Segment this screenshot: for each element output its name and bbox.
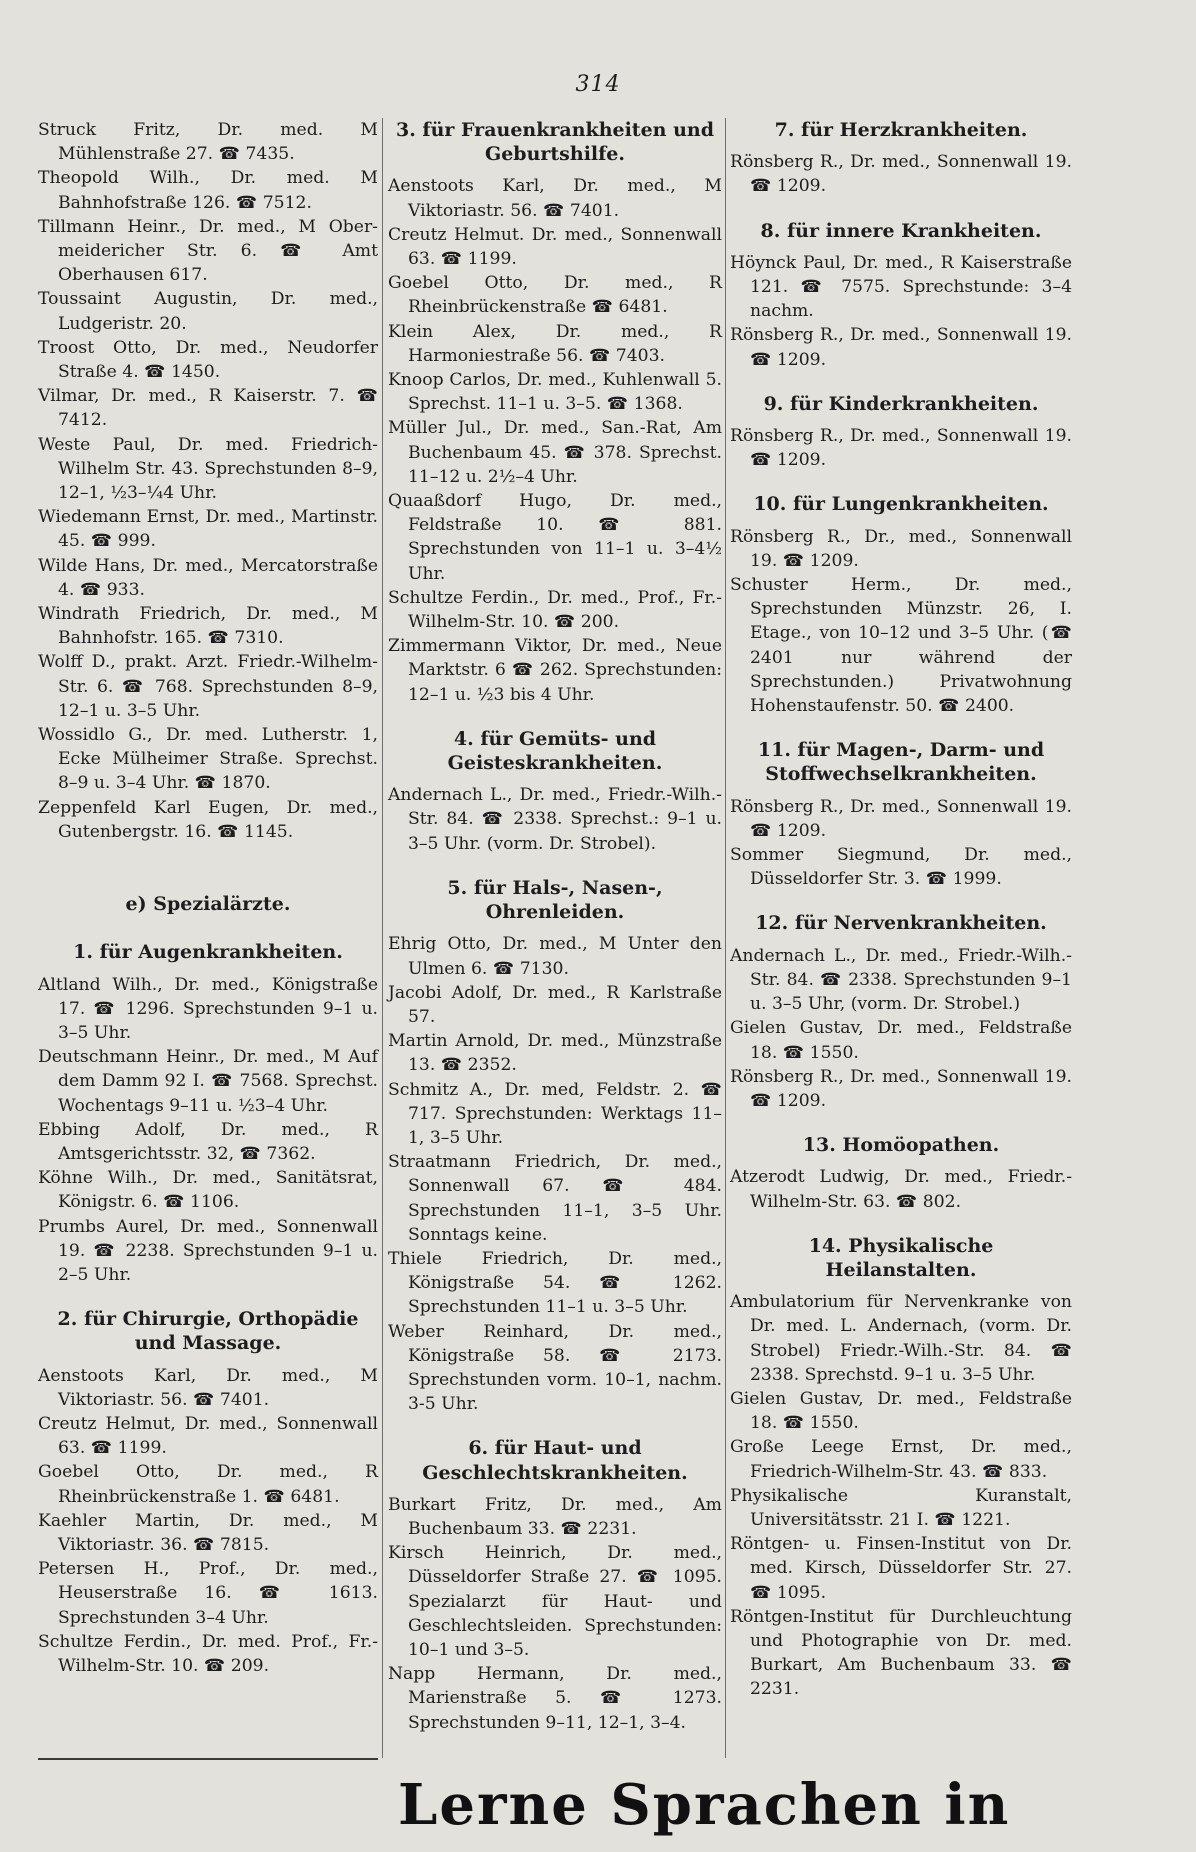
directory-entry: Andernach L., Dr. med., Friedr.-Wilh.-Str. 84. ☎ 2338. Sprechstunden 9–1 u. 3–5 Uhr, (vorm. Dr. Strobel.) [730, 945, 1072, 1015]
directory-entry: Wossidlo G., Dr. med. Lutherstr. 1, Ecke Mülheimer Straße. Sprechst. 8–9 u. 3–4 Uhr. ☎ 1870. [38, 725, 378, 794]
section-heading: 4. für Gemüts- und Geisteskrankheiten. [447, 727, 663, 775]
section-heading: 11. für Magen-, Darm- und Stoffwechselkrankheiten. [757, 739, 1045, 786]
section-heading: 3. für Frauenkrankheiten und Geburtshilfe. [395, 119, 715, 166]
directory-entry: Martin Arnold, Dr. med., Münzstraße 13. ☎ 2352. [388, 1031, 722, 1076]
directory-entry: Zimmermann Viktor, Dr. med., Neue Marktstr. 6 ☎ 262. Sprechstunden: 12–1 u. ½3 bis 4 Uhr. [388, 636, 722, 705]
directory-entry: Altland Wilh., Dr. med., Königstraße 17. ☎ 1296. Sprechstunden 9–1 u. 3–5 Uhr. [38, 974, 378, 1043]
directory-entry: Rönsberg R., Dr. med., Sonnenwall 19. ☎ 1209. [730, 796, 1072, 841]
column-divider-left [382, 118, 383, 1758]
directory-entry: Toussaint Augustin, Dr. med., Ludgeristr. 20. [38, 289, 378, 334]
directory-entry: Goebel Otto, Dr. med., R Rheinbrückenstraße 1. ☎ 6481. [38, 1462, 378, 1507]
directory-entry: Sommer Siegmund, Dr. med., Düsseldorfer Str. 3. ☎ 1999. [730, 845, 1072, 890]
directory-entry: Burkart Fritz, Dr. med., Am Buchenbaum 33. ☎ 2231. [388, 1494, 722, 1539]
section-heading: 8. für innere Krankheiten. [760, 219, 1042, 242]
directory-entry: Petersen H., Prof., Dr. med., Heuserstraße 16. ☎ 1613. Sprechstunden 3–4 Uhr. [38, 1559, 378, 1628]
directory-entry: Physikalische Kuranstalt, Universitätsstr. 21 I. ☎ 1221. [730, 1485, 1072, 1530]
directory-entry: Rönsberg R., Dr. med., Sonnenwall 19. ☎ 1209. [730, 426, 1072, 471]
directory-entry: Schultze Ferdin., Dr. med., Prof., Fr.-Wilhelm-Str. 10. ☎ 200. [388, 587, 722, 633]
directory-entry: Aenstoots Karl, Dr. med., M Viktoriastr. 56. ☎ 7401. [38, 1365, 378, 1410]
entry-list [730, 795, 1072, 892]
middle-column [388, 118, 722, 1735]
directory-entry: Thiele Friedrich, Dr. med., Königstraße 54. ☎ 1262. Sprechstunden 11–1 u. 3–5 Uhr. [388, 1248, 722, 1318]
directory-entry: Goebel Otto, Dr. med., R Rheinbrückenstraße ☎ 6481. [388, 273, 722, 318]
directory-entry: Creutz Helmut. Dr. med., Sonnenwall 63. ☎ 1199. [388, 224, 722, 270]
directory-entry: Röntgen- u. Finsen-Institut von Dr. med. Kirsch, Düsseldorfer Str. 27. ☎ 1095. [730, 1534, 1072, 1603]
directory-entry: Wilde Hans, Dr. med., Mercatorstraße 4. ☎ 933. [38, 555, 378, 600]
directory-entry: Rönsberg R., Dr. med., Sonnenwall 19. ☎ 1209. [730, 1066, 1072, 1111]
directory-entry: Schultze Ferdin., Dr. med. Prof., Fr.-Wilhelm-Str. 10. ☎ 209. [38, 1631, 378, 1676]
entry-list [730, 1290, 1072, 1701]
directory-entry: Tillmann Heinr., Dr. med., M Ober-meidericher Str. 6. ☎ Amt Oberhausen 617. [38, 216, 378, 286]
section-heading: 10. für Lungenkrankheiten. [753, 493, 1049, 516]
directory-entry: Gielen Gustav, Dr. med., Feldstraße 18. ☎ 1550. [730, 1388, 1072, 1434]
directory-entry: Troost Otto, Dr. med., Neudorfer Straße 4. ☎ 1450. [38, 337, 378, 383]
directory-entry: Köhne Wilh., Dr. med., Sanitätsrat, Königstr. 6. ☎ 1106. [38, 1168, 378, 1213]
column-end-rule [38, 1758, 378, 1760]
column-divider-right [725, 118, 726, 1758]
directory-entry: Theopold Wilh., Dr. med. M Bahnhofstraße 126. ☎ 7512. [38, 168, 378, 213]
directory-entry: Struck Fritz, Dr. med. M Mühlenstraße 27. ☎ 7435. [38, 120, 378, 165]
section-heading: 12. für Nervenkrankheiten. [755, 912, 1047, 935]
directory-entry: Klein Alex, Dr. med., R Harmoniestraße 56. ☎ 7403. [388, 321, 722, 366]
directory-entry: Wolff D., prakt. Arzt. Friedr.-Wilhelm-Str. 6. ☎ 768. Sprechstunden 8–9, 12–1 u. 3–5 Uhr. [38, 652, 378, 721]
directory-entry: Napp Hermann, Dr. med., Marienstraße 5. ☎ 1273. Sprechstunden 9–11, 12–1, 3–4. [388, 1664, 722, 1733]
directory-entry: Rönsberg R., Dr., med., Sonnenwall 19. ☎ 1209. [730, 526, 1072, 571]
entry-list [730, 424, 1072, 472]
entry-list [730, 251, 1072, 372]
directory-entry: Kirsch Heinrich, Dr. med., Düsseldorfer Straße 27. ☎ 1095. Spezialarzt für Haut- und Geschlechtsleiden. Sprechstunden: 10–1 und 3–5. [388, 1543, 722, 1660]
directory-entry: Weste Paul, Dr. med. Friedrich-Wilhelm Str. 43. Sprechstunden 8–9, 12–1, ½3–¼4 Uhr. [38, 434, 378, 504]
entry-list [38, 118, 378, 844]
entry-list [730, 1165, 1072, 1213]
directory-entry: Große Leege Ernst, Dr. med., Friedrich-Wilhelm-Str. 43. ☎ 833. [730, 1437, 1072, 1482]
directory-entry: Schuster Herm., Dr. med., Sprechstunden Münzstr. 26, I. Etage., von 10–12 und 3–5 Uhr. (☎ 2401 nur während der Sprechstunden.) Privatwohnung Hohenstaufenstr. 50. ☎ 2400. [730, 575, 1072, 717]
section-heading: 2. für Chirurgie, Orthopädie und Massage. [57, 1308, 359, 1355]
directory-entry: Vilmar, Dr. med., R Kaiserstr. 7. ☎ 7412. [38, 386, 378, 431]
section-title: e) Spezialärzte. [125, 893, 291, 916]
section-heading: 14. Physikalische Heilanstalten. [808, 1234, 994, 1281]
section-heading: 9. für Kinderkrankheiten. [763, 392, 1039, 415]
directory-entry: Zeppenfeld Karl Eugen, Dr. med., Gutenbergstr. 16. ☎ 1145. [38, 797, 378, 842]
entry-list [730, 150, 1072, 198]
directory-entry: Müller Jul., Dr. med., San.-Rat, Am Buchenbaum 45. ☎ 378. Sprechst. 11–12 u. 2½–4 Uhr. [388, 418, 722, 487]
directory-entry: Prumbs Aurel, Dr. med., Sonnenwall 19. ☎ 2238. Sprechstunden 9–1 u. 2–5 Uhr. [38, 1216, 378, 1285]
directory-entry: Rönsberg R., Dr. med., Sonnenwall 19. ☎ 1209. [730, 325, 1072, 370]
section-heading: 5. für Hals-, Nasen-, Ohrenleiden. [447, 876, 663, 924]
directory-entry: Jacobi Adolf, Dr. med., R Karlstraße 57. [388, 982, 722, 1027]
section-heading: 7. für Herzkrankheiten. [774, 119, 1028, 141]
directory-entry: Gielen Gustav, Dr. med., Feldstraße 18. ☎ 1550. [730, 1018, 1072, 1063]
directory-entry: Windrath Friedrich, Dr. med., M Bahnhofstr. 165. ☎ 7310. [38, 604, 378, 649]
left-column [38, 118, 378, 1678]
directory-entry: Rönsberg R., Dr. med., Sonnenwall 19. ☎ 1209. [730, 152, 1072, 197]
directory-entry: Quaaßdorf Hugo, Dr. med., Feldstraße 10. ☎ 881. Sprechstunden von 11–1 u. 3–4½ Uhr. [388, 491, 722, 584]
directory-entry: Deutschmann Heinr., Dr. med., M Auf dem Damm 92 I. ☎ 7568. Sprechst. Wochentags 9–11 u. ½3–4 Uhr. [38, 1047, 378, 1116]
section-heading: 1. für Augenkrankheiten. [73, 941, 343, 964]
entry-list [730, 944, 1072, 1113]
directory-entry: Schmitz A., Dr. med, Feldstr. 2. ☎ 717. Sprechstunden: Werktags 11–1, 3–5 Uhr. [388, 1079, 722, 1148]
directory-entry: Weber Reinhard, Dr. med., Königstraße 58. ☎ 2173. Sprechstunden vorm. 10–1, nachm. 3-5 Uhr. [388, 1321, 722, 1415]
directory-entry: Wiedemann Ernst, Dr. med., Martinstr. 45. ☎ 999. [38, 507, 378, 552]
entry-list [38, 1364, 378, 1679]
page-number: 314 [575, 72, 621, 97]
directory-entry: Kaehler Martin, Dr. med., M Viktoriastr. 36. ☎ 7815. [38, 1510, 378, 1555]
entry-list [388, 174, 722, 706]
directory-entry: Andernach L., Dr. med., Friedr.-Wilh.-Str. 84. ☎ 2338. Sprechst.: 9–1 u. 3–5 Uhr. (vorm. Dr. Strobel). [388, 785, 722, 854]
entry-list [388, 932, 722, 1416]
directory-entry: Ehrig Otto, Dr. med., M Unter den Ulmen 6. ☎ 7130. [388, 934, 722, 979]
directory-entry: Knoop Carlos, Dr. med., Kuhlenwall 5. Sprechst. 11–1 u. 3–5. ☎ 1368. [388, 370, 722, 415]
directory-entry: Röntgen-Institut für Durchleuchtung und Photographie von Dr. med. Burkart, Am Buchenbaum 33. ☎ 2231. [730, 1606, 1072, 1700]
right-column [730, 118, 1072, 1702]
entry-list [38, 973, 378, 1288]
entry-list [388, 1493, 722, 1735]
section-heading: 13. Homöopathen. [802, 1134, 1000, 1157]
entry-list [730, 525, 1072, 719]
directory-entry: Ambulatorium für Nervenkranke von Dr. med. L. Andernach, (vorm. Dr. Strobel) Friedr.-Wilh.-Str. 84. ☎ 2338. Sprechstd. 9–1 u. 3–5 Uhr. [730, 1292, 1072, 1385]
directory-entry: Höynck Paul, Dr. med., R Kaiserstraße 121. ☎ 7575. Sprechstunde: 3–4 nachm. [730, 252, 1072, 322]
directory-entry: Ebbing Adolf, Dr. med., R Amtsgerichtsstr. 32, ☎ 7362. [38, 1119, 378, 1164]
advertisement-headline: Lerne Sprachen in [398, 1772, 1011, 1838]
directory-entry: Straatmann Friedrich, Dr. med., Sonnenwall 67. ☎ 484. Sprechstunden 11–1, 3–5 Uhr. Sonntags keine. [388, 1152, 722, 1245]
directory-entry: Aenstoots Karl, Dr. med., M Viktoriastr. 56. ☎ 7401. [388, 176, 722, 221]
entry-list [388, 783, 722, 856]
section-heading: 6. für Haut- und Geschlechtskrankheiten. [422, 1437, 688, 1484]
directory-entry: Creutz Helmut, Dr. med., Sonnenwall 63. ☎ 1199. [38, 1413, 378, 1459]
directory-entry: Atzerodt Ludwig, Dr. med., Friedr.-Wilhelm-Str. 63. ☎ 802. [730, 1167, 1072, 1212]
